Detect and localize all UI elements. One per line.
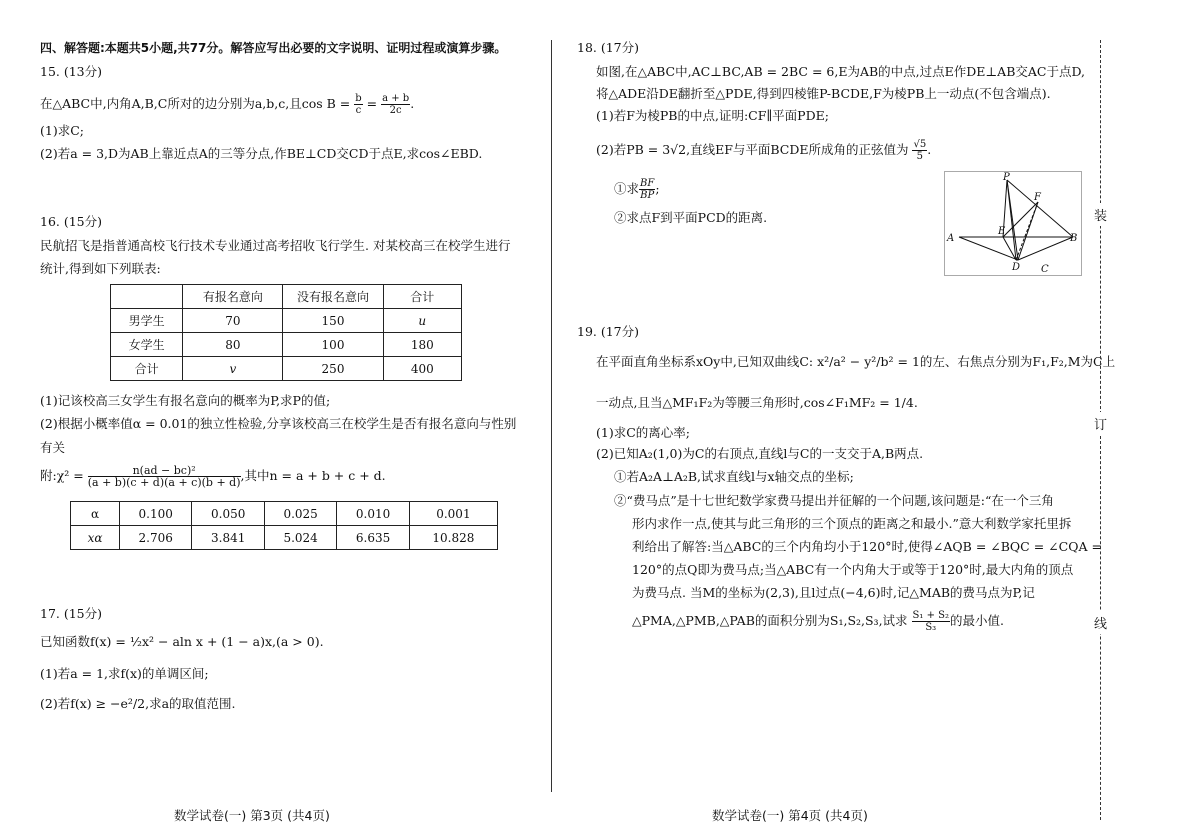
footer-page-3: 数学试卷(一) 第3页 (共4页) [174, 808, 330, 823]
q15-part2: (2)若a = 3,D为AB上靠近点A的三等分点,作BE⊥CD交CD于点E,求cos∠EBD. [40, 146, 483, 161]
q19-line-1: 在平面直角坐标系xOy中,已知双曲线C: x²/a² − y²/b² = 1的左、右焦点分别为F₁,F₂,M为C上 [596, 354, 1116, 369]
q18-sub2: ②求点F到平面PCD的距离. [614, 210, 768, 225]
q19-part2: (2)已知A₂(1,0)为C的右顶点,直线l与C的一支交于A,B两点. [596, 446, 924, 461]
binding-char-zhuang: 装 [1094, 203, 1107, 226]
pyramid-figure [944, 171, 1082, 276]
q18-line-2: 将△ADE沿DE翻折至△PDE,得到四棱锥P-BCDE,F为棱PB上一动点(不包含端点). [596, 86, 1051, 101]
q17-stem: 已知函数f(x) = ½x² − aln x + (1 − a)x,(a > 0). [40, 634, 324, 649]
q19-line-2: 一动点,且当△MF₁F₂为等腰三角形时,cos∠F₁MF₂ = 1/4. [596, 395, 918, 410]
critical-value-table [70, 501, 498, 550]
q18-line-1: 如图,在△ABC中,AC⊥BC,AB = 2BC = 6,E为AB的中点,过点E作DE⊥AB交AC于点D, [596, 64, 1086, 79]
binding-char-ding: 订 [1094, 412, 1107, 435]
q19-sub2-line6: △PMA,△PMB,△PAB的面积分别为S₁,S₂,S₃,试求 $\frac{\text{S₁ + S₂}}{\text{S₃}}$ 的最小值. [632, 610, 1004, 633]
q19-sub2-line4: 120°的点Q即为费马点;当△ABC有一个内角大于或等于120°时,最大内角的顶点 [632, 562, 1074, 577]
q15-frac-b-over-c: $\frac{b}{c}$ [355, 93, 362, 116]
label-B: B [1070, 233, 1078, 244]
q19-part1: (1)求C的离心率; [596, 425, 690, 440]
label-D: D [1012, 262, 1021, 273]
q15-title: 15. (13分) [40, 64, 103, 79]
contingency-table [110, 284, 462, 381]
binding-char-xian: 线 [1094, 611, 1107, 634]
q16-part1: (1)记该校高三女学生有报名意向的概率为P,求P的值; [40, 393, 331, 408]
q19-s1s2-over-s3: $\frac{\text{S₁ + S₂}}{\text{S₃}}$ [912, 610, 949, 633]
q18-part2: (2)若PB = 3√2,直线EF与平面BCDE所成角的正弦值为 $\frac{√5}{5}$ . [596, 139, 932, 162]
q16-part2b: 有关 [40, 440, 66, 455]
q16-intro-1: 民航招飞是指普通高校飞行技术专业通过高考招收飞行学生. 对某校高三在校学生进行 [40, 238, 511, 253]
pyramid-diagram [945, 172, 1081, 275]
q18-sub1: ①求 $\frac{BF}{BP}$ ; [614, 178, 660, 201]
q17-part1: (1)若a = 1,求f(x)的单调区间; [40, 666, 209, 681]
section-header: 四、解答题:本题共5小题,共77分。解答应写出必要的文字说明、证明过程或演算步骤。 [40, 41, 507, 55]
table-row: 男学生 70 150 u [111, 309, 462, 333]
table-row: xα 2.706 3.841 5.024 6.635 10.828 [71, 526, 498, 550]
q19-sub2-line1: ②“费马点”是十七世纪数学家费马提出并征解的一个问题,该问题是:“在一个三角 [614, 493, 1054, 508]
q18-title: 18. (17分) [577, 40, 640, 55]
label-A: A [947, 233, 955, 244]
q15-frac-aplusb: $\frac{a + b}{2c}$ [382, 93, 410, 116]
footer-page-4: 数学试卷(一) 第4页 (共4页) [712, 808, 868, 823]
label-F: F [1034, 192, 1041, 203]
appendix-label: 附:χ² = [40, 468, 84, 483]
q15-stem-text: 在△ABC中,内角A,B,C所对的边分别为a,b,c,且cos B = [40, 96, 351, 111]
table-row: α 0.100 0.050 0.025 0.010 0.001 [71, 502, 498, 526]
column-divider [551, 40, 552, 792]
label-C: C [1041, 264, 1049, 275]
chi-square-formula: $\frac{\text{n(ad − bc)²}}{(a + b)(c + d)(a + c)(b + d)}$ [87, 464, 241, 489]
table-row: 女学生 80 100 180 [111, 333, 462, 357]
table-row: 有报名意向 没有报名意向 合计 [111, 285, 462, 309]
q18-part1: (1)若F为棱PB的中点,证明:CF∥平面PDE; [596, 108, 829, 123]
q18-bf-over-bp: $\frac{BF}{BP}$ [640, 178, 655, 201]
q19-sub1: ①若A₂A⊥A₂B,试求直线l与x轴交点的坐标; [614, 469, 854, 484]
label-E: E [998, 226, 1006, 237]
q16-intro-2: 统计,得到如下列联表: [40, 261, 161, 276]
q19-sub2-line3: 利给出了解答:当△ABC的三个内角均小于120°时,使得∠AQB = ∠BQC = ∠CQA = [632, 539, 1102, 554]
q17-part2: (2)若f(x) ≥ −e²/2,求a的取值范围. [40, 696, 236, 711]
q19-sub2-line5: 为费马点. 当M的坐标为(2,3),且l过点(−4,6)时,记△MAB的费马点为P,记 [632, 585, 1035, 600]
q16-title: 16. (15分) [40, 214, 103, 229]
q19-title: 19. (17分) [577, 324, 640, 339]
label-P: P [1003, 172, 1010, 183]
q15-part1: (1)求C; [40, 123, 84, 138]
q15-stem: 在△ABC中,内角A,B,C所对的边分别为a,b,c,且cos B = $\frac{b}{c}$ = $\frac{a + b}{2c}$ . [40, 93, 415, 116]
q19-sub2-line2: 形内求作一点,使其与此三角形的三个顶点的距离之和最小.”意大利数学家托里拆 [632, 516, 1072, 531]
q18-sqrt5-over-5: $\frac{√5}{5}$ [913, 139, 927, 162]
q16-part2a: (2)根据小概率值α = 0.01的独立性检验,分享该校高三在校学生是否有报名意向与性别 [40, 416, 517, 431]
q17-title: 17. (15分) [40, 606, 103, 621]
table-row: 合计 v 250 400 [111, 357, 462, 381]
q15-eq: = [366, 96, 378, 111]
q16-appendix: 附:χ² = $\frac{\text{n(ad − bc)²}}{(a + b)(c + d)(a + c)(b + d)}$ ,其中n = a + b + c + d. [40, 464, 386, 489]
